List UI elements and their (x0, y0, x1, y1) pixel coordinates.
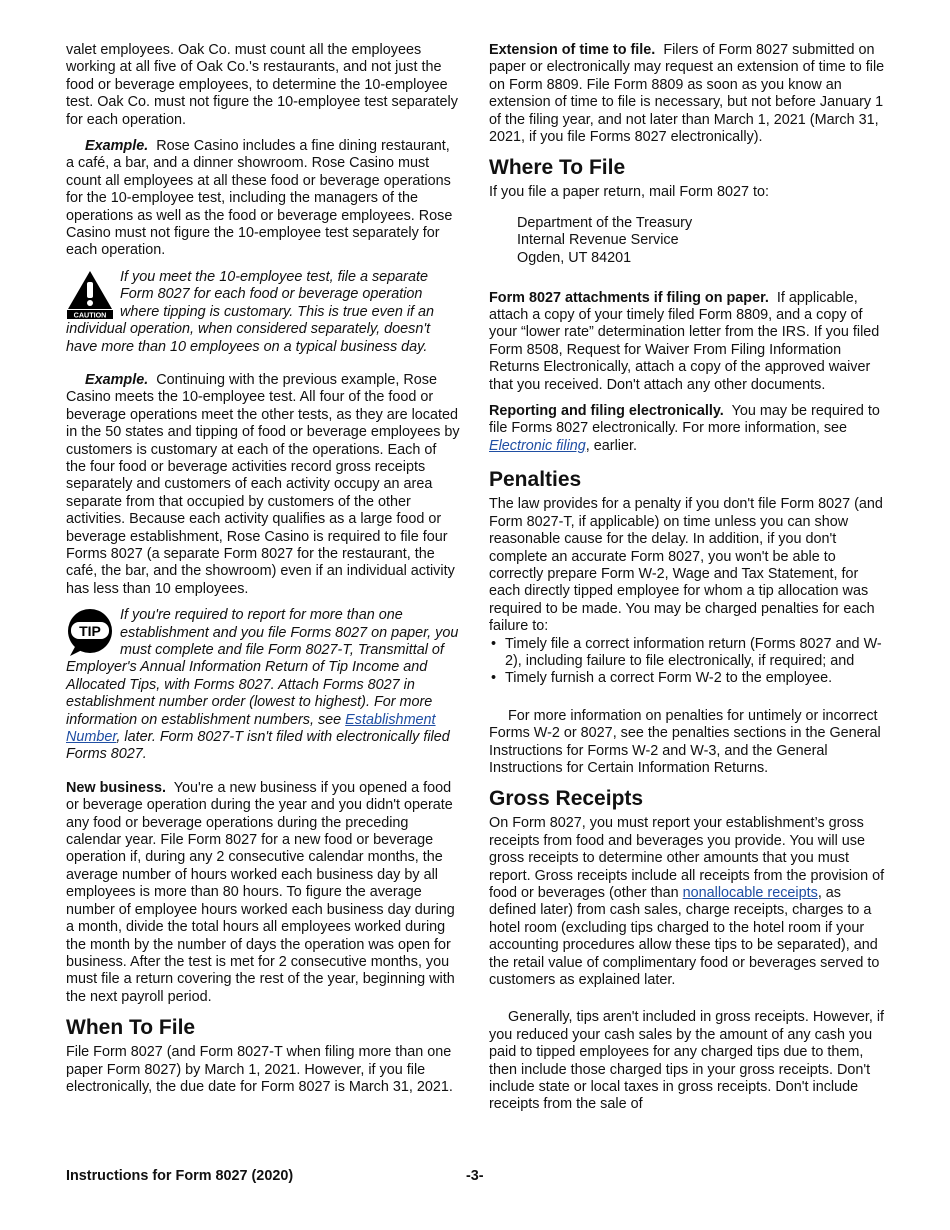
footer-title: Instructions for Form 8027 (2020) (66, 1168, 294, 1184)
new-business-lead: New business. (66, 779, 166, 796)
reporting-text: , earlier. (585, 437, 637, 454)
extension-lead: Extension of time to file. (489, 42, 656, 58)
paragraph-gross-receipts (489, 815, 885, 989)
address-line: Ogden, UT 84201 (517, 250, 632, 267)
example-lead: Example. (85, 371, 149, 388)
paragraph-penalties: The law provides for a penalty if you don't file Form 8027 (and Form 8027-T, if applicable) on time unless you can show reasonable cause for the delay. In addition, if you don't complete an accurate Form 8027, you won't be able to correctly prepare Form W-2, Wage and Tax Statement, for each directly tipped employee for whom a tip allocation was required to be made. You may be charged penalties for each failure to: (489, 496, 883, 635)
paragraph-mail-to: If you file a paper return, mail Form 8027 to: (489, 184, 769, 201)
tip-label: TIP (79, 623, 101, 640)
example-text: Continuing with the previous example, Rose Casino meets the 10-employee test. All four of the food or beverage operations meet the other tests, as they are located in the 50 states and tipping of food or beverage employees by customers is customary at each of the operations. Each of the four food or beverage activities record gross receipts separately and customers of each activity occupy an area separate from that occupied by customers of the other activities. Because each activity qualifies as a large food or beverage establishment, Rose Casino is required to file four Forms 8027 (a separate Form 8027 for the restaurant, the café, the bar, and the showroom) even if an individual activity has less than 10 employees. (66, 371, 460, 597)
heading-where-to-file: Where To File (489, 156, 626, 180)
caution-label: CAUTION (73, 310, 107, 319)
gross-receipts-text: On Form 8027, you must report your establishment’s gross receipts from food and beverages you provide. You will use gross receipts to determine other amounts that you must report. Gross receipts include all receipts from the provision of food or beverages (other than (489, 815, 885, 901)
tip-text (66, 607, 458, 762)
list-item: • Timely furnish a correct Form W-2 to the employee. (489, 670, 885, 687)
paragraph-oak-co: valet employees. Oak Co. must count all the employees working at all five of Oak Co.'s restaurants, and not just the food or beverage employees, to determine the 10-employee test. Oak Co. must not figure the 10-employee test separately for each operation. (66, 42, 458, 128)
right-column (489, 42, 885, 1123)
tip-note (66, 607, 460, 764)
heading-gross-receipts: Gross Receipts (489, 787, 644, 811)
new-business-text: You're a new business if you opened a food or beverage operation during the year and you didn't operate any food or beverage operations during the preceding calendar year. File Form 8027 for a new food or beverage operation if, during any 2 consecutive calendar months, the average number of hours worked each business day by all employees is more than 80 hours. To figure the average number of employee hours worked each business day during a month, divide the total hours all employees worked during the month by the number of days the operation was open for business. After the test is met for 2 consecutive months, you must file a return covering the rest of the year, beginning with the next payroll period. (66, 779, 455, 1005)
address-line: Department of the Treasury (517, 214, 693, 231)
tip-icon (66, 607, 114, 657)
paragraph-when-to-file: File Form 8027 (and Form 8027-T when filing more than one paper Form 8027) by March 1, 2021. However, if you file electronically, the due date for Form 8027 is March 31, 2021. (66, 1044, 453, 1095)
paragraph-example-rose-casino (66, 138, 460, 260)
nonallocable-receipts-link[interactable]: nonallocable receipts (682, 885, 818, 901)
caution-note (66, 269, 460, 356)
example-text: Rose Casino includes a fine dining restaurant, a café, a bar, and a dinner showroom. Rose Casino must count all employees at all these food or beverage operations for the 10-employee test, including the managers of the operations as well as the food or beverage employees. Rose Casino must not figure the 10-employee test separately for each operation. (66, 138, 453, 259)
tip-text-part: If you're required to report for more than one establishment and you file Forms 8027 on paper, you must complete and file Form 8027-T, Transmittal of Employer's Annual Information Return of Tip Income and Allocated Tips, with Forms 8027. Attach Forms 8027 in establishment number order (lowest to highest). For more information on establishment numbers, see (66, 607, 459, 728)
left-column (66, 42, 460, 1105)
extension-text: Filers of Form 8027 submitted on paper or electronically may request an extension of time to file on Form 8809. File Form 8809 as soon as you know an extension of time to file is necessary, but not before January 1 of the filing year, and not later than March 1, 2021 (March 31, 2021, if you file Forms 8027 electronically). (489, 42, 885, 146)
page-footer (66, 1168, 885, 1184)
reporting-lead: Reporting and filing electronically. (489, 403, 724, 420)
establishment-number-link[interactable]: Establishment Number (66, 711, 436, 746)
reporting-text: You may be required to file Forms 8027 electronically. For more information, see (489, 403, 880, 437)
heading-penalties: Penalties (489, 468, 582, 492)
page-number: -3- (466, 1168, 484, 1184)
heading-when-to-file: When To File (66, 1016, 196, 1040)
paragraph-tips-in-receipts: Generally, tips aren't included in gross receipts. However, if you reduced your cash sales by the amount of any cash you paid to tipped employees for any charged tips due to them, then include those charged tips in your gross receipts. Don't include state or local taxes in gross receipts. Don't include receipts from the sale of (489, 1009, 885, 1113)
attachments-lead: Form 8027 attachments if filing on paper. (489, 289, 769, 306)
attachments-text: If applicable, attach a copy of your timely filed Form 8809, and a copy of your “lower rate” determination letter from the IRS. If you filed Form 8508, Request for Waiver From Filing Information Returns Electronically, attach a copy of the approved waiver that you received. Don't attach any other documents. (489, 289, 880, 393)
example-lead: Example. (85, 138, 149, 155)
electronic-filing-link[interactable]: Electronic filing (489, 437, 586, 454)
paragraph-penalties-more-info: For more information on penalties for untimely or incorrect Forms W-2 or 8027, see the penalties sections in the General Instructions for Forms W-2 and W-3, and the General Instructions for Certain Information Returns. (489, 707, 881, 776)
list-item: • Timely file a correct information return (Forms 8027 and W-2), including failure to file electronically, if required; and (489, 636, 885, 671)
gross-receipts-text: , as defined later) from cash sales, charge receipts, charges to a hotel room (excluding tips charged to the hotel room if your accounting procedures allow these tips to be separated), and the retail value of complimentary food or beverages served to customers as explained later. (489, 885, 880, 989)
paragraph-reporting-electronically (489, 403, 885, 455)
penalty-list (489, 636, 885, 688)
tip-text-part: , later. Form 8027-T isn't filed with electronically filed Forms 8027. (66, 729, 450, 763)
address-line: Internal Revenue Service (517, 232, 679, 249)
caution-text: If you meet the 10-employee test, file a separate Form 8027 for each food or beverage operation where tipping is customary. This is true even if an individual operation, when considered separately, doesn't have more than 10 employees on a typical business day. (66, 268, 435, 355)
paragraph-new-business (66, 780, 460, 1006)
caution-icon (66, 269, 114, 319)
paragraph-extension (489, 42, 885, 146)
paragraph-example-continuing (66, 372, 460, 598)
mailing-address (517, 215, 885, 268)
paragraph-attachments (489, 290, 885, 394)
